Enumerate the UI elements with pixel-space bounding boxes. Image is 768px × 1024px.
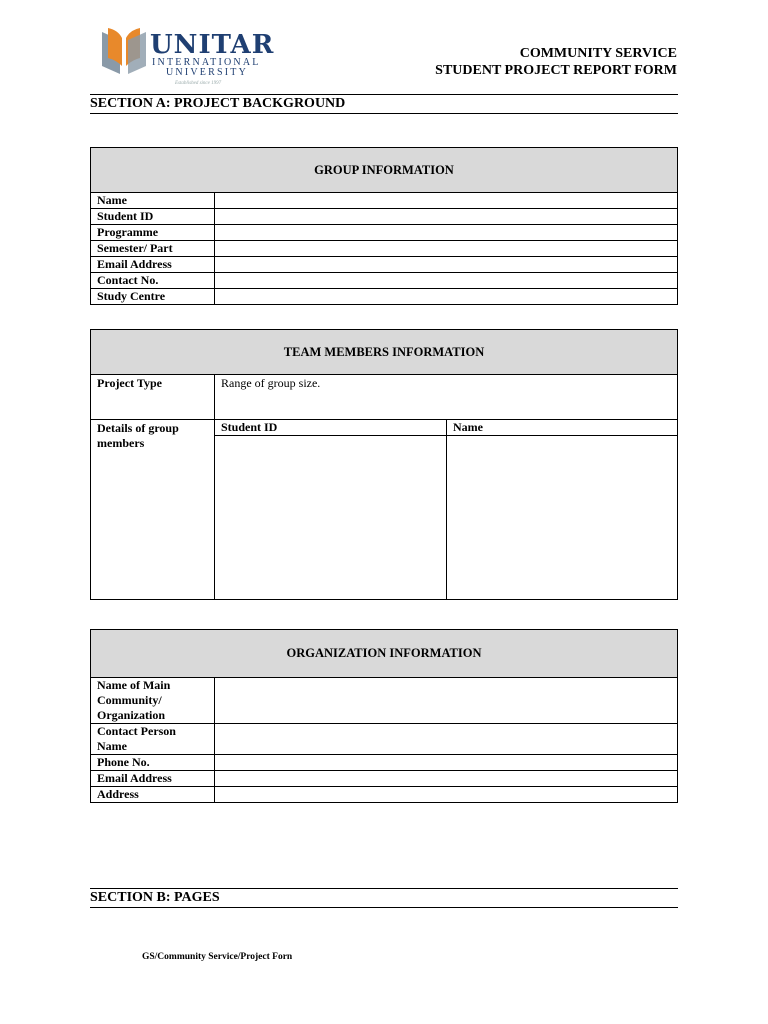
group-information-table [90, 147, 678, 305]
logo-line2: UNIVERSITY [166, 67, 248, 78]
organization-information-heading: ORGANIZATION INFORMATION [91, 630, 678, 678]
group-semester-field[interactable] [215, 241, 678, 257]
org-email-label: Email Address [91, 771, 215, 787]
team-members-table [90, 329, 678, 600]
group-contact-label: Contact No. [91, 273, 215, 289]
project-type-label: Project Type [91, 375, 215, 420]
members-student-id-field[interactable] [215, 436, 447, 600]
group-email-label: Email Address [91, 257, 215, 273]
org-name-field[interactable] [215, 678, 678, 724]
column-name: Name [447, 420, 678, 436]
section-b-title: SECTION B: PAGES [90, 890, 220, 905]
phone-label: Phone No. [91, 755, 215, 771]
form-title [435, 45, 677, 79]
address-field[interactable] [215, 787, 678, 803]
column-student-id: Student ID [215, 420, 447, 436]
group-study-centre-field[interactable] [215, 289, 678, 305]
group-name-field[interactable] [215, 193, 678, 209]
team-members-heading: TEAM MEMBERS INFORMATION [91, 330, 678, 375]
org-name-label: Name of Main Community/ Organization [91, 678, 215, 724]
group-student-id-field[interactable] [215, 209, 678, 225]
contact-person-label: Contact Person Name [91, 724, 215, 755]
members-name-field[interactable] [447, 436, 678, 600]
unitar-logo [100, 26, 275, 88]
group-programme-label: Programme [91, 225, 215, 241]
group-name-label: Name [91, 193, 215, 209]
group-semester-label: Semester/ Part [91, 241, 215, 257]
unitar-book-icon [100, 26, 148, 78]
phone-field[interactable] [215, 755, 678, 771]
section-b-bar [90, 888, 678, 908]
group-contact-field[interactable] [215, 273, 678, 289]
form-title-line1: COMMUNITY SERVICE [519, 46, 677, 61]
organization-information-table [90, 629, 678, 803]
section-a-title: SECTION A: PROJECT BACKGROUND [90, 96, 346, 111]
footer-reference: GS/Community Service/Project Forn [142, 952, 293, 962]
group-email-field[interactable] [215, 257, 678, 273]
group-programme-field[interactable] [215, 225, 678, 241]
group-study-centre-label: Study Centre [91, 289, 215, 305]
project-type-field[interactable]: Range of group size. [215, 375, 678, 420]
logo-tagline: Established since 1997 [175, 81, 222, 86]
logo-line1: INTERNATIONAL [152, 57, 261, 68]
section-a-bar [90, 94, 678, 114]
address-label: Address [91, 787, 215, 803]
group-student-id-label: Student ID [91, 209, 215, 225]
group-information-heading: GROUP INFORMATION [91, 148, 678, 193]
contact-person-field[interactable] [215, 724, 678, 755]
logo-wordmark: UNITAR [150, 30, 275, 60]
org-email-field[interactable] [215, 771, 678, 787]
form-title-line2: STUDENT PROJECT REPORT FORM [435, 63, 677, 78]
group-members-label: Details of group members [91, 420, 215, 600]
